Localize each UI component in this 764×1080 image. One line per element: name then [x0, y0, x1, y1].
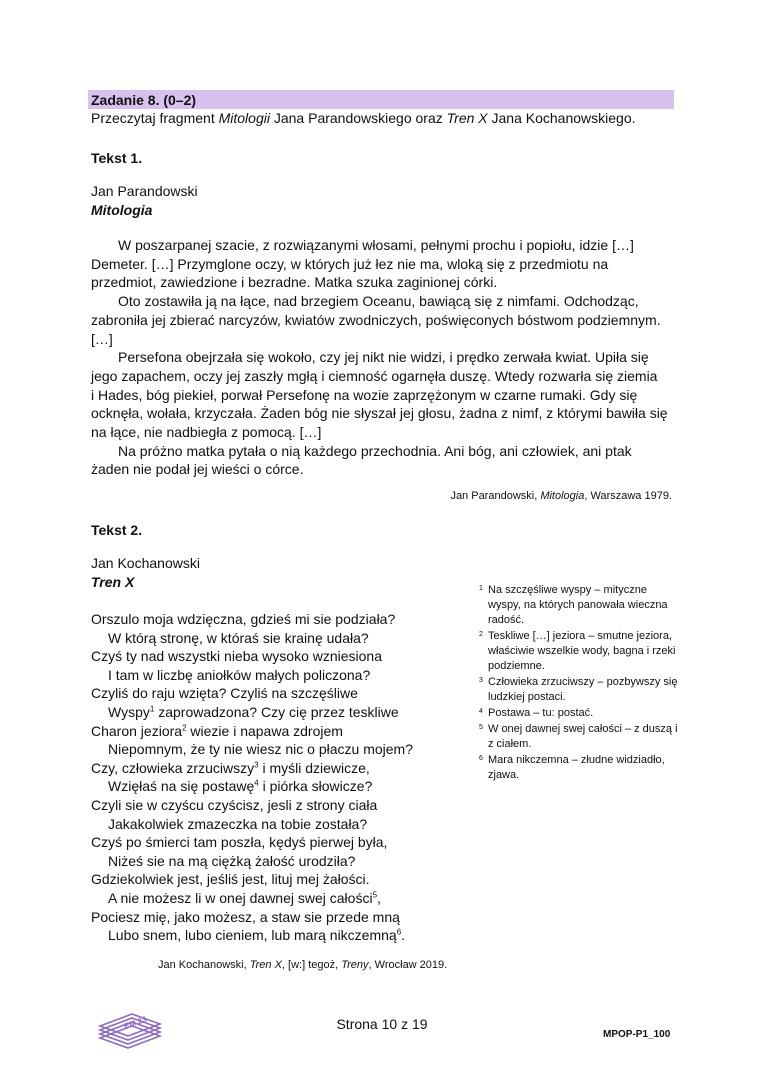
poem-text: Charon jeziora — [91, 722, 183, 739]
poem-text: wiezie i napawa zdrojem — [186, 722, 343, 739]
prose-line: […] — [91, 330, 113, 347]
footnote-number: 6 — [479, 755, 483, 762]
poem-line — [91, 703, 413, 722]
footnote-number: 4 — [479, 708, 483, 715]
poem-text: zaprowadzona? Czy cię przez teskliwe — [154, 703, 399, 720]
source-italic-title: Tren X — [249, 959, 282, 971]
footnote-number: 1 — [479, 585, 483, 592]
poem-text: A nie możesz li w onej dawnej swej całości — [108, 889, 373, 906]
footnote-item — [479, 675, 679, 705]
poem-line: W którą stronę, w któraś sie krainę udała? — [108, 629, 369, 646]
poem-line: Czyli sie w czyścu czyścisz, jesli z strony ciała — [91, 796, 378, 813]
text1-author: Jan Parandowski — [91, 183, 198, 199]
poem-text: , — [377, 889, 381, 906]
poem-line: Orszulo moja wdzięczna, gdzieś mi sie podziała? — [91, 611, 396, 627]
text1-prose — [91, 236, 677, 479]
footnote-item — [479, 629, 679, 674]
footnote-number: 2 — [479, 631, 483, 638]
prose-line: na łące, nie nadbiegła z pomocą. […] — [91, 424, 322, 441]
poem-line — [91, 759, 413, 778]
text1-source — [450, 489, 672, 503]
instruction-text: Jana Parandowskiego oraz — [269, 110, 447, 126]
footnote-ref: 3 — [254, 760, 259, 770]
prose-line: Persefona obejrzała się wokoło, czy jej nikt nie widzi, i prędko zerwała kwiat. Upiła się — [118, 349, 649, 366]
poem-line — [91, 777, 413, 796]
prose-line: Demeter. […] Przymglone oczy, w których już łez nie ma, wloką się z przedmiotu na — [91, 255, 609, 272]
prose-line: przedmiot, zawiedzione i bezradne. Matka szuka zaginionej córki. — [91, 274, 498, 291]
text2-author: Jan Kochanowski — [91, 555, 200, 571]
poem-line: Niepomnym, że ty nie wiesz nic o płaczu mojem? — [108, 741, 414, 758]
footnote-number: 5 — [479, 724, 483, 731]
poem-text: Lubo snem, lubo cieniem, lub marą nikczemną — [108, 927, 397, 944]
instruction-italic-title: Mitologii — [218, 110, 270, 126]
poem-line: Jakakolwiek zmazeczka na tobie została? — [108, 815, 368, 832]
poem-text: i myśli dziewicze, — [258, 759, 370, 776]
text1-heading: Tekst 1. — [91, 150, 143, 166]
instruction-italic-title: Tren X — [446, 110, 488, 126]
prose-line: i Hades, bóg piekieł, porwał Persefonę na wozie zaprzężonym w czarne rumaki. Gdy się — [91, 386, 638, 403]
footnote-item — [479, 583, 679, 628]
poem-line: Gdziekolwiek jest, jeśliś jest, lituj mej żałości. — [91, 871, 370, 888]
logo-text: EM 23 — [122, 1014, 148, 1032]
task-title: Zadanie 8. (0–2) — [91, 92, 197, 108]
text2-title: Tren X — [91, 574, 135, 590]
poem-text: Wzięłaś na się postawę — [108, 778, 255, 795]
poem-line: Czyś ty nad wszystki nieba wysoko wzniesiona — [91, 648, 383, 665]
instruction-text: Jana Kochanowskiego. — [487, 110, 636, 126]
footnote-text: Mara nikczemna – złudne widziadło, zjawa. — [488, 754, 665, 781]
source-italic-title: Treny — [341, 959, 369, 971]
text1-title: Mitologia — [91, 202, 153, 218]
text2-heading: Tekst 2. — [91, 522, 143, 538]
footnote-ref: 4 — [254, 778, 259, 788]
footnote-ref: 1 — [149, 704, 155, 714]
instruction-text: Przeczytaj fragment — [91, 110, 219, 126]
prose-line: Oto zostawiła ją na łące, nad brzegiem Oceanu, bawiącą się z nimfami. Odchodząc, — [118, 293, 639, 310]
prose-line: jego zapachem, oczy jej zaszły mgłą i ciemność ogarnęła duszę. Wtedy rozwarła się ziemia — [91, 367, 658, 384]
prose-line: W poszarpanej szacie, z rozwiązanymi włosami, pełnymi prochu i popiołu, idzie […] — [118, 237, 634, 253]
footnote-text: Na szczęśliwe wyspy – mityczne wyspy, na których panowała wieczna radość. — [488, 584, 668, 626]
footnote-text: Teskliwe […] jeziora – smutne jeziora, właściwie wszelkie wody, bagna i rzeki podziemne. — [488, 630, 676, 672]
footnote-item — [479, 706, 679, 721]
footnote-text: Człowieka zrzuciwszy – pozbywszy się ludzkiej postaci. — [488, 676, 678, 703]
poem-line: Niżeś sie na mą ciężką żałość urodziła? — [108, 852, 356, 869]
source-text: , [w:] tegoż, — [281, 959, 342, 971]
poem-line — [91, 926, 413, 945]
footnote-ref: 2 — [182, 722, 187, 732]
footnote-item — [479, 753, 679, 783]
text2-source — [158, 958, 447, 972]
footnote-ref: 5 — [372, 890, 378, 900]
footnote-ref: 6 — [396, 927, 402, 937]
poem-text: . — [401, 927, 406, 944]
source-italic-title: Mitologia — [540, 490, 585, 502]
poem-line: Czyś po śmierci tam poszła, kędyś pierwej była, — [91, 834, 388, 851]
poem-line: Czyliś do raju wzięta? Czyliś na szczęśliwe — [91, 685, 358, 702]
prose-line: żaden nie podał jej wieści o córce. — [91, 461, 304, 478]
footnotes — [479, 583, 679, 784]
poem-text: Wyspy — [108, 703, 150, 720]
prose-line: Na próżno matka pytała o nią każdego przechodnia. Ani bóg, ani człowiek, ani ptak — [118, 442, 632, 459]
footnote-text: Postawa – tu: postać. — [488, 707, 594, 719]
source-text: Jan Parandowski, — [450, 490, 541, 502]
footnote-text: W onej dawnej swej całości – z duszą i z ciałem. — [488, 723, 678, 750]
poem-line — [91, 722, 413, 741]
source-text: , Warszawa 1979. — [584, 490, 672, 502]
footnote-number: 3 — [479, 677, 483, 684]
poem-line: Pociesz mię, jako możesz, a staw sie przede mną — [91, 908, 400, 925]
source-text: Jan Kochanowski, — [158, 959, 250, 971]
source-text: , Wrocław 2019. — [368, 959, 448, 971]
task-instruction — [91, 109, 636, 127]
poem-text: Czy, człowieka zrzuciwszy — [91, 759, 255, 776]
page-number: Strona 10 z 19 — [336, 1016, 428, 1032]
poem-line — [91, 889, 413, 908]
poem — [91, 610, 413, 945]
footnote-item — [479, 722, 679, 752]
prose-line: ocknęła, wołała, krzyczała. Żaden bóg nie słyszał jej głosu, żadna z nimf, z którymi bawiła się — [91, 405, 668, 422]
poem-text: i piórka słowicze? — [258, 778, 373, 795]
prose-line: zabroniła jej zbierać narcyzów, kwiatów zwodniczych, poświęconych bóstwom podziemnym. — [91, 311, 661, 328]
exam-code: MPOP-P1_100 — [603, 1029, 671, 1040]
poem-line: I tam w liczbę aniołków małych policzona? — [108, 666, 371, 683]
